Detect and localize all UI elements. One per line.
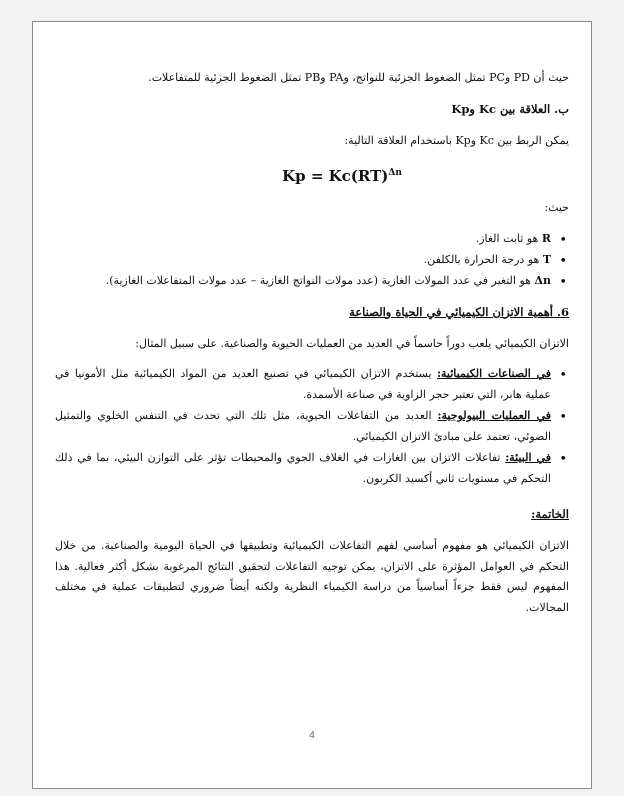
application-title: في العمليات البيولوجية: xyxy=(437,409,552,423)
formula-main: Kp = Kc(RT) xyxy=(282,166,389,185)
page-content xyxy=(55,68,569,619)
subheading-kp-kc: ب. العلاقة بين Kc وKp xyxy=(451,101,569,116)
formula-exponent: Δn xyxy=(388,167,402,178)
partial-pressures-line: حيث أن PD وPC تمثل الضغوط الجزئية للنواتج، وPA وPB تمثل الضغوط الجزئية للمتفاعلات. xyxy=(148,71,569,84)
definitions-list xyxy=(55,229,569,292)
conclusion-text: الاتزان الكيميائي هو مفهوم أساسي لفهم التفاعلات الكيميائية وتطبيقها في الحياة اليومية والصناعية. من خلال التحكم في العوامل المؤثرة على الاتزان، يمكن توجيه التفاعلات لتحقيق النتائج المرغوبة بشكل أكثر فعالية. هذا المفهوم ليس فقط جزءاً أساسياً من دراسة الكيمياء النظرية ولكنه أيضاً ضروري لتطبيقات عملية في مختلف المجالات. xyxy=(55,538,569,615)
symbol-delta-n: Δn xyxy=(534,273,551,287)
application-item xyxy=(55,406,551,448)
definition-item xyxy=(55,250,551,271)
conclusion-heading: الخاتمة: xyxy=(531,506,569,521)
application-item xyxy=(55,364,551,406)
section-6-heading: 6. أهمية الاتزان الكيميائي في الحياة والصناعة xyxy=(349,304,569,319)
definition-text: هو ثابت الغاز. xyxy=(475,232,539,246)
section-6-intro: الاتزان الكيميائي يلعب دوراً حاسماً في العديد من العمليات الحيوية والصناعية. على سبيل المثال: xyxy=(135,336,569,350)
application-text: تفاعلات الاتزان بين الغازات في الغلاف الجوي والمحيطات تؤثر على التوازن البيئي، بما في ذلك التحكم في مستويات ثاني أكسيد الكربون. xyxy=(55,450,551,485)
symbol-r: R xyxy=(541,232,551,246)
page-number: 4 xyxy=(309,730,315,741)
symbol-t: T xyxy=(542,252,551,266)
definition-item xyxy=(55,271,551,292)
application-text: العديد من التفاعلات الحيوية، مثل تلك التي تحدث في التنفس الخلوي والتمثيل الضوئي، تعتمد على مبادئ الاتزان الكيميائي. xyxy=(55,409,551,444)
application-item xyxy=(55,448,551,490)
definition-text: هو التغير في عدد المولات الغازية (عدد مولات النواتج الغازية – عدد مولات المتفاعلات الغازية). xyxy=(105,273,531,287)
document-page xyxy=(32,21,592,789)
definition-item xyxy=(55,229,551,250)
relation-intro: يمكن الربط بين Kc وKp باستخدام العلاقة التالية: xyxy=(344,133,569,147)
where-label: حيث: xyxy=(544,201,569,215)
application-title: في الصناعات الكيميائية: xyxy=(436,367,551,381)
applications-list xyxy=(55,364,569,489)
definition-text: هو درجة الحرارة بالكلفن. xyxy=(423,252,540,266)
application-title: في البيئة: xyxy=(505,450,551,464)
application-text: يستخدم الاتزان الكيميائي في تصنيع العديد من المواد الكيميائية مثل الأمونيا في عملية هابر، التي تعتبر حجر الزاوية في صناعة الأسمدة. xyxy=(55,367,551,402)
kp-kc-formula xyxy=(55,162,569,191)
